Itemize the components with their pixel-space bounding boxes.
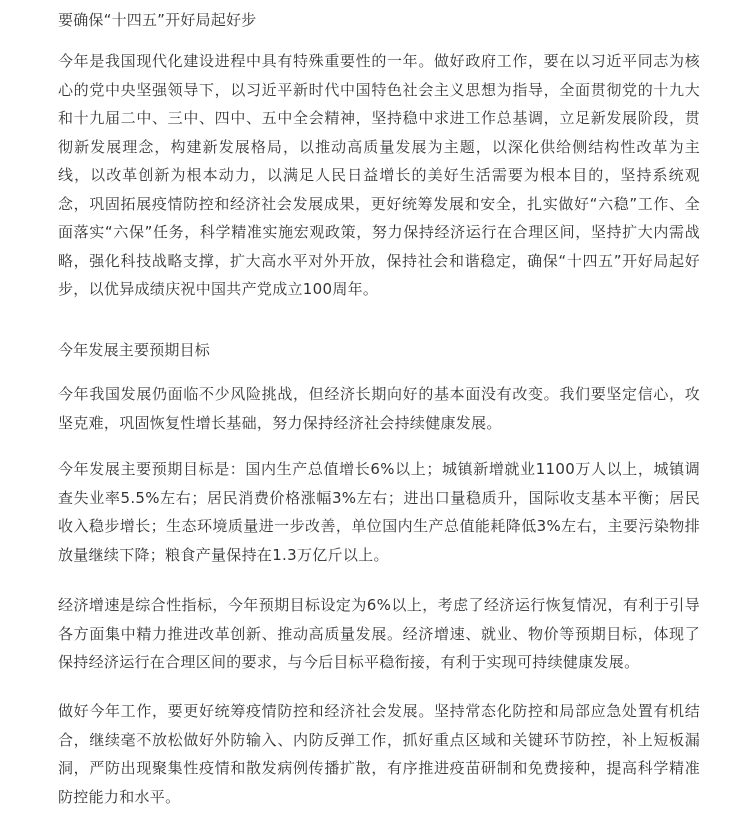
section-heading-development-targets: 今年发展主要预期目标: [58, 341, 211, 359]
paragraph-epidemic-control: 做好今年工作，要更好统筹疫情防控和经济社会发展。坚持常态化防控和局部应急处置有机结合，继续毫不放松做好外防输入、内防反弹工作，抓好重点区域和关键环节防控，补上短板漏洞，严防出现聚集性疫情和散发病例传播扩散，有序推进疫苗研制和免费接种，提高科学精准防控能力和水平。: [58, 702, 700, 806]
section-heading-fourteenth-five-year-plan: 要确保“十四五”开好局起好步: [58, 11, 257, 29]
paragraph-main-targets: 今年发展主要预期目标是：国内生产总值增长6%以上；城镇新增就业1100万人以上，城镇调查失业率5.5%左右；居民消费价格涨幅3%左右；进出口量稳质升，国际收支基本平衡；居民收入稳步增长；生态环境质量进一步改善，单位国内生产总值能耗降低3%左右，主要污染物排放量继续下降；粮食产量保持在1.3万亿斤以上。: [58, 460, 700, 564]
paragraph-risks-challenges: 今年我国发展仍面临不少风险挑战，但经济长期向好的基本面没有改变。我们要坚定信心，攻坚克难，巩固恢复性增长基础，努力保持经济社会持续健康发展。: [58, 385, 700, 432]
paragraph-government-work: 今年是我国现代化建设进程中具有特殊重要性的一年。做好政府工作，要在以习近平同志为核心的党中央坚强领导下，以习近平新时代中国特色社会主义思想为指导，全面贯彻党的十九大和十九届二中、三中、四中、五中全会精神，坚持稳中求进工作总基调，立足新发展阶段，贯彻新发展理念，构建新发展格局，以推动高质量发展为主题，以深化供给侧结构性改革为主线，以改革创新为根本动力，以满足人民日益增长的美好生活需要为根本目的，坚持系统观念，巩固拓展疫情防控和经济社会发展成果，更好统筹发展和安全，扎实做好“六稳”工作、全面落实“六保”任务，科学精准实施宏观政策，努力保持经济运行在合理区间，坚持扩大内需战略，强化科技战略支撑，扩大高水平对外开放，保持社会和谐稳定，确保“十四五”开好局起好步，以优异成绩庆祝中国共产党成立100周年。: [58, 52, 700, 298]
paragraph-growth-rate: 经济增速是综合性指标，今年预期目标设定为6%以上，考虑了经济运行恢复情况，有利于引导各方面集中精力推进改革创新、推动高质量发展。经济增速、就业、物价等预期目标，体现了保持经济运行在合理区间的要求，与今后目标平稳衔接，有利于实现可持续健康发展。: [58, 596, 700, 671]
